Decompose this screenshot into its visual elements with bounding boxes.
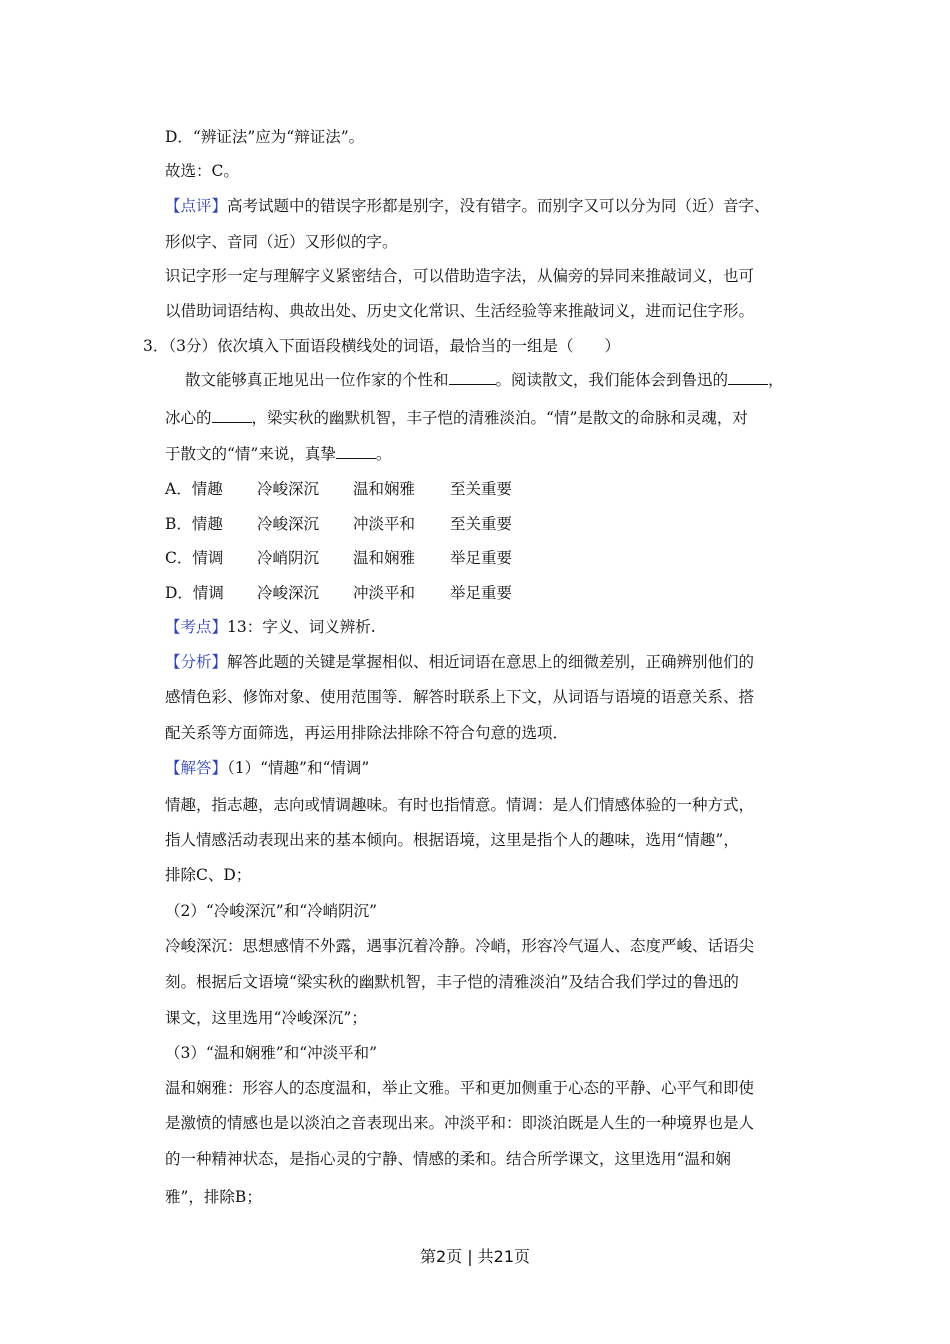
solution-line: 刻。根据后文语境“梁实秋的幽默机智，丰子恺的清雅淡泊”及结合我们学过的鲁迅的	[165, 973, 739, 991]
analysis-line: 配关系等方面筛选，再运用排除法排除不符合句意的选项．	[165, 724, 569, 742]
option-d-note: D．“辨证法”应为“辩证法”。	[165, 128, 365, 146]
analysis-line: 感情色彩、修饰对象、使用范围等．解答时联系上下文，从词语与语境的语意关系、搭	[165, 688, 755, 706]
solution-line: 【解答】（1）“情趣”和“情调”	[165, 759, 370, 777]
comment-line	[165, 196, 770, 216]
comment-tag: 【点评】	[165, 197, 228, 215]
solution-line: 的一种精神状态，是指心灵的宁静、情感的柔和。结合所学课文，这里选用“温和娴	[165, 1150, 731, 1168]
question-3-stem: 3．（3分）依次填入下面语段横线处的词语，最恰当的一组是（ ）	[143, 337, 620, 355]
solution-line: 情趣，指志趣，志向或情调趣味。有时也指情意。情调：是人们情感体验的一种方式，	[165, 796, 755, 814]
passage-line: 散文能够真正地见出一位作家的个性和 。阅读散文，我们能体会到鲁迅的 ，	[185, 371, 784, 389]
solution-line: 是激愤的情感也是以淡泊之音表现出来。冲淡平和：即淡泊既是人生的一种境界也是人	[165, 1114, 755, 1132]
passage-line: 于散文的“情”来说，真挚 。	[165, 445, 392, 463]
page-footer: 第2页 | 共21页	[419, 1247, 531, 1266]
solution-line: 指人情感活动表现出来的基本倾向。根据语境，这里是指个人的趣味，选用“情趣”，	[165, 831, 739, 849]
solution-line: 温和娴雅：形容人的态度温和，举止文雅。平和更加侧重于心态的平静、心平气和即使	[165, 1079, 755, 1097]
analysis-line: 【分析】解答此题的关键是掌握相似、相近词语在意思上的细微差别，正确辨别他们的	[165, 653, 755, 671]
answer-blank	[212, 408, 252, 423]
solution-line: 排除C、D；	[165, 866, 252, 884]
comment-line: 以借助词语结构、典故出处、历史文化常识、生活经验等来推敲词义，进而记住字形。	[165, 302, 755, 320]
answer-blank	[336, 444, 376, 459]
answer-line: 故选：C。	[165, 162, 239, 180]
answer-blank	[449, 370, 496, 385]
solution-line: （2）“冷峻深沉”和“冷峭阴沉”	[165, 902, 378, 920]
analysis-tag: 【分析】	[165, 653, 228, 671]
solution-line: 冷峻深沉：思想感情不外露，遇事沉着冷静。冷峭，形容冷气逼人、态度严峻、话语尖	[165, 937, 755, 955]
comment-line: 形似字、音同（近）又形似的字。	[165, 233, 398, 251]
answer-blank	[728, 370, 768, 385]
test-point-line: 【考点】13：字义、词义辨析.	[165, 618, 376, 636]
comment-line: 识记字形一定与理解字义紧密结合，可以借助造字法，从偏旁的异同来推敲词义，也可	[165, 267, 755, 285]
solution-line: 课文，这里选用“冷峻深沉”；	[165, 1009, 367, 1027]
solution-line: （3）“温和娴雅”和“冲淡平和”	[165, 1044, 378, 1062]
test-point-tag: 【考点】	[165, 618, 228, 636]
solution-tag: 【解答】	[165, 759, 228, 777]
solution-line: 雅”，排除B；	[165, 1188, 262, 1206]
passage-line: 冰心的 ，梁实秋的幽默机智，丰子恺的清雅淡泊。“情”是散文的命脉和灵魂，对	[165, 409, 748, 427]
comment-text: 高考试题中的错误字形都是别字，没有错字。而别字又可以分为同（近）音字、	[227, 197, 770, 215]
